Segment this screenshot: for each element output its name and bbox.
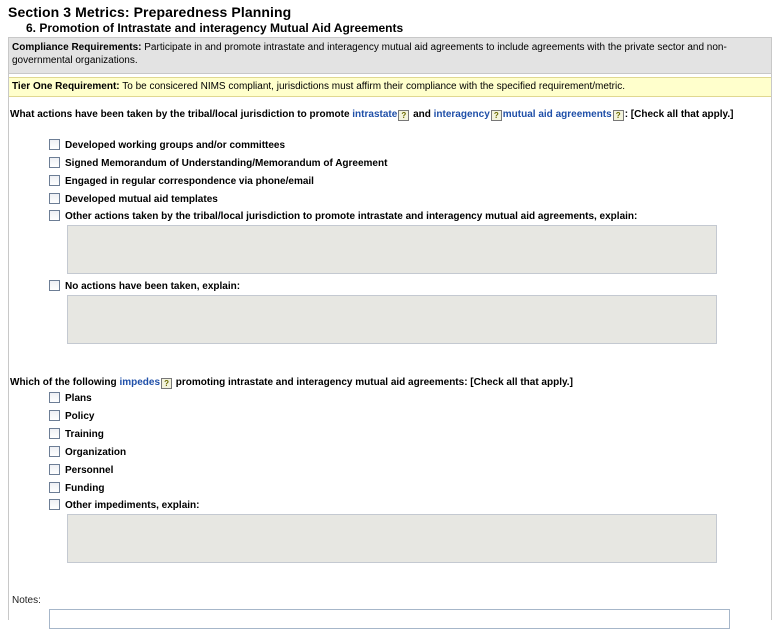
help-icon[interactable]: ? [161,378,172,389]
option-plans[interactable] [49,392,92,405]
question1-prefix: What actions have been taken by the tribal/local jurisdiction to promote [10,109,353,120]
interagency-link[interactable]: interagency [433,109,490,120]
option-no-actions[interactable] [49,280,240,293]
no-actions-textarea[interactable] [67,295,717,344]
tier-label: Tier One Requirement: [12,81,120,92]
option-label: Personnel [65,465,114,476]
option-label: Developed mutual aid templates [65,194,218,205]
compliance-text: Participate in and promote intrastate and interagency mutual aid agreements to include agreements with the private sector and non-governmental organizations. [12,42,727,66]
option-funding[interactable] [49,482,104,495]
checkbox[interactable] [49,157,60,168]
intrastate-link[interactable]: intrastate [352,109,398,120]
option-working-groups[interactable] [49,139,285,152]
help-icon[interactable]: ? [491,110,502,121]
option-label: Plans [65,393,92,404]
option-label: Training [65,429,104,440]
help-icon[interactable]: ? [613,110,624,121]
question2-prefix: Which of the following [10,377,120,388]
option-mutual-aid-templates[interactable] [49,193,218,206]
option-signed-mou[interactable] [49,157,387,170]
help-icon[interactable]: ? [398,110,409,121]
option-policy[interactable] [49,410,94,423]
section-title: Section 3 Metrics: Preparedness Planning [8,4,292,20]
option-label: No actions have been taken, explain: [65,281,241,292]
tier-text: To be consicered NIMS compliant, jurisdictions must affirm their compliance with the specified requirement/metric. [119,81,626,92]
mutual-aid-agreements-link[interactable]: mutual aid agreements [502,109,612,120]
checkbox[interactable] [49,464,60,475]
option-regular-correspondence[interactable] [49,175,314,188]
option-label: Engaged in regular correspondence via phone/email [65,176,314,187]
option-label: Other actions taken by the tribal/local jurisdiction to promote intrastate and interagency mutual aid agreements, explain: [65,211,638,222]
option-label: Signed Memorandum of Understanding/Memorandum of Agreement [65,158,388,169]
question-actions-taken [10,108,760,121]
checkbox[interactable] [49,482,60,493]
other-actions-textarea[interactable] [67,225,717,274]
checkbox[interactable] [49,446,60,457]
checkbox[interactable] [49,410,60,421]
checkbox[interactable] [49,193,60,204]
checkbox[interactable] [49,392,60,403]
metric-subtitle: 6. Promotion of Intrastate and interagency Mutual Aid Agreements [26,21,404,35]
option-label: Organization [65,447,127,458]
option-label: Developed working groups and/or committees [65,140,286,151]
checkbox[interactable] [49,139,60,150]
option-label: Policy [65,411,95,422]
impedes-link[interactable]: impedes [119,377,161,388]
checkbox[interactable] [49,280,60,291]
option-organization[interactable] [49,446,126,459]
compliance-requirements-box [9,38,771,74]
compliance-label: Compliance Requirements: [12,42,142,53]
question1-mid: and [410,109,434,120]
tier-one-requirement-box [9,77,771,97]
option-personnel[interactable] [49,464,113,477]
checkbox[interactable] [49,428,60,439]
notes-textarea[interactable] [49,609,730,629]
option-other-impediments[interactable] [49,499,199,512]
question-impediments [10,376,760,389]
option-training[interactable] [49,428,104,441]
question1-suffix: : [Check all that apply.] [624,109,734,120]
checkbox[interactable] [49,210,60,221]
question2-suffix: promoting intrastate and interagency mutual aid agreements: [Check all that apply.] [173,377,573,388]
other-impediments-textarea[interactable] [67,514,717,563]
checkbox[interactable] [49,175,60,186]
option-label: Other impediments, explain: [65,500,200,511]
notes-label: Notes: [12,595,41,606]
option-label: Funding [65,483,105,494]
option-other-actions[interactable] [49,210,637,223]
checkbox[interactable] [49,499,60,510]
